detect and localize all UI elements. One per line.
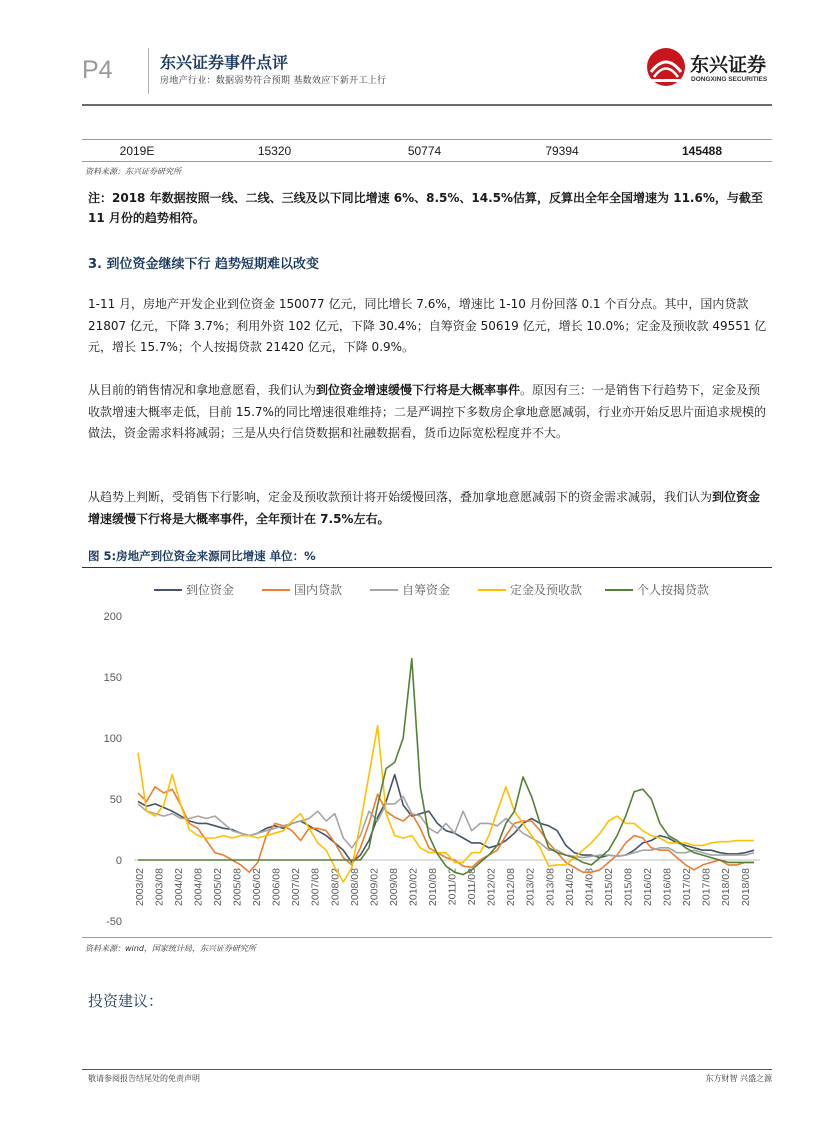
x-tick-label: 2012/08 [505, 868, 518, 906]
x-tick-label: 2015/08 [622, 868, 635, 906]
legend-label: 定金及预收款 [510, 583, 583, 597]
y-tick-label: 0 [115, 855, 122, 867]
chart-series [138, 659, 754, 882]
x-tick-label: 2009/08 [387, 868, 400, 906]
x-tick-label: 2014/08 [583, 868, 596, 906]
legend-label: 到位资金 [186, 583, 235, 597]
logo-text-en: DONGXING SECURITIES [691, 76, 768, 83]
x-tick-label: 2008/08 [348, 868, 361, 906]
x-tick-label: 2003/02 [133, 868, 146, 906]
x-tick-label: 2012/02 [485, 868, 498, 906]
logo-text-cn: 东兴证券 [690, 54, 767, 76]
investment-heading: 投资建议： [88, 992, 164, 1010]
y-tick-label: 100 [103, 733, 122, 745]
x-tick-label: 2004/02 [172, 868, 185, 906]
x-tick-label: 2016/02 [642, 868, 655, 906]
footer-slogan: 东方财智 兴盛之源 [705, 1074, 772, 1083]
figure-title: 图 5:房地产到位资金来源同比增速 单位：% [88, 549, 316, 563]
x-tick-label: 2003/08 [153, 868, 166, 906]
figure-bottom-rule [82, 937, 772, 938]
y-tick-label: 200 [103, 611, 122, 623]
table-row [82, 140, 772, 162]
x-tick-label: 2018/02 [720, 868, 733, 906]
legend-label: 自筹资金 [402, 583, 451, 597]
series-line [138, 659, 754, 875]
table-cell: 15320 [192, 140, 357, 162]
x-tick-label: 2013/02 [524, 868, 537, 906]
funding-growth-chart [92, 571, 772, 937]
paragraph-forecast [88, 487, 772, 530]
table-cell: 79394 [492, 140, 632, 162]
chart-legend [154, 582, 709, 597]
paragraph-highlight: 到位资金增速缓慢下行将是大概率事件，全年预计在 7.5%左右。 [88, 490, 761, 526]
legend-label: 个人按揭贷款 [637, 583, 710, 597]
x-tick-label: 2005/02 [211, 868, 224, 906]
x-tick-label: 2010/08 [427, 868, 440, 906]
paragraph-text: 。原因有三：一是销售下行趋势下，定金及预收款增速大概率走低，目前 15.7%的同比增速很难维持；二是严调控下多数房企拿地意愿减弱，行业亦开始反思片面追求规模的做法，资金需求料将减弱；三是从央行信贷数据和社融数据看，货币边际宽松程度并不大。 [88, 383, 766, 440]
header-divider [148, 48, 149, 94]
x-tick-label: 2016/08 [661, 868, 674, 906]
y-tick-label: -50 [106, 916, 122, 928]
x-tick-label: 2004/08 [192, 868, 205, 906]
paragraph-text: 从趋势上判断，受销售下行影响，定金及预收款预计将开始缓慢回落，叠加拿地意愿减弱下的资金需求减弱，我们认为 [88, 490, 713, 504]
paragraph-funds: 1-11 月，房地产开发企业到位资金 150077 亿元，同比增长 7.6%，增速比 1-10 月份回落 0.1 个百分点。其中，国内贷款 21807 亿元，下降 3.7%；利用外资 102 亿元，下降 30.4%；自筹资金 50619 亿元，增长 10.0%；定金及预收款 49551 亿元，增长 15.7%；个人按揭贷款 21420 亿元，下降 0.9%。 [88, 297, 767, 354]
table-note: 注：2018 年数据按照一线、二线、三线及以下同比增速 6%、8.5%、14.5%估算，反算出全年全国增速为 11.6%，与截至 11 月份的趋势相符。 [88, 191, 763, 225]
table-cell: 50774 [357, 140, 492, 162]
x-tick-label: 2009/02 [368, 868, 381, 906]
paragraph-outlook [88, 380, 772, 445]
series-line [138, 775, 754, 863]
x-tick-label: 2007/08 [309, 868, 322, 906]
header-rule [82, 104, 772, 106]
legend-label: 国内贷款 [294, 583, 343, 597]
paragraph-text: 从目前的销售情况和拿地意愿看，我们认为 [88, 383, 317, 397]
footer-disclaimer: 敬请参阅报告结尾处的免责声明 [88, 1074, 200, 1083]
x-tick-label: 2017/02 [681, 868, 694, 906]
x-tick-label: 2010/02 [407, 868, 420, 906]
x-tick-label: 2007/02 [290, 868, 303, 906]
report-subtitle: 房地产行业：数据弱势符合预期 基数效应下新开工上行 [160, 76, 387, 86]
paragraph-highlight: 到位资金增速缓慢下行将是大概率事件 [316, 383, 521, 397]
x-tick-label: 2005/08 [231, 868, 244, 906]
forecast-table [82, 139, 772, 162]
y-tick-label: 50 [109, 794, 122, 806]
figure-rule [82, 567, 772, 568]
x-tick-label: 2015/02 [602, 868, 615, 906]
x-tick-label: 2011/08 [466, 868, 479, 906]
table-source: 资料来源：东兴证券研究所 [85, 167, 181, 176]
x-tick-label: 2017/08 [700, 868, 713, 906]
y-tick-label: 150 [103, 672, 122, 684]
footer-rule [82, 1069, 772, 1070]
logo-mark-icon [645, 46, 687, 88]
x-tick-label: 2006/02 [251, 868, 264, 906]
report-title: 东兴证券事件点评 [160, 53, 289, 72]
x-tick-label: 2013/08 [544, 868, 557, 906]
x-axis [134, 868, 752, 906]
table-cell-total: 145488 [632, 140, 772, 162]
x-tick-label: 2014/02 [563, 868, 576, 906]
x-tick-label: 2008/02 [329, 868, 342, 906]
x-tick-label: 2006/08 [270, 868, 283, 906]
x-tick-label: 2011/02 [446, 868, 459, 906]
table-cell: 2019E [82, 140, 192, 162]
company-logo [645, 46, 775, 90]
page-number: P4 [82, 56, 113, 84]
x-tick-label: 2018/08 [739, 868, 752, 906]
section-heading: 3. 到位资金继续下行 趋势短期难以改变 [88, 257, 320, 272]
figure-source: 资料来源：wind，国家统计局，东兴证券研究所 [85, 944, 256, 953]
